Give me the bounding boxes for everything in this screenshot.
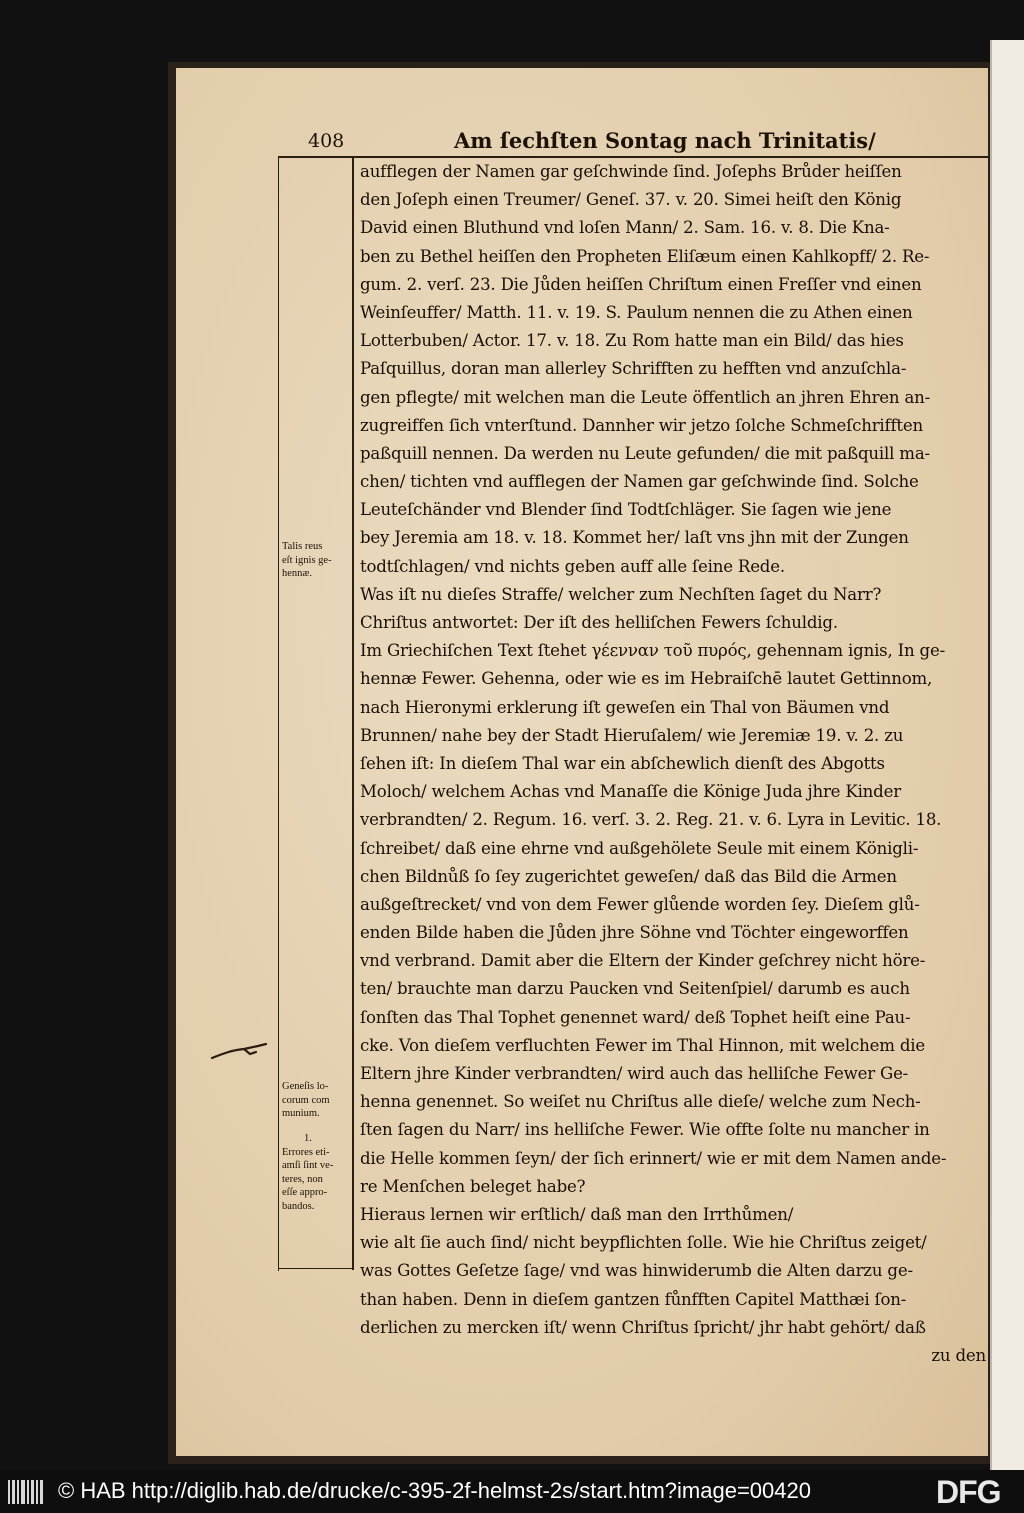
text-line: Brunnen/ nahe bey der Stadt Hieruſalem/ wie Jeremiæ 19. v. 2. zu	[360, 725, 904, 745]
text-line: Leuteſchänder vnd Blender ſind Todtſchläger. Sie ſagen wie jene	[360, 500, 892, 520]
margin-note-line: teres, non	[282, 1173, 323, 1185]
text-line: ben zu Bethel heiſſen den Propheten Eliſæum einen Kahlkopff/ 2. Re-	[360, 246, 930, 266]
text-line: Lotterbuben/ Actor. 17. v. 18. Zu Rom hatte man ein Bild/ das hies	[360, 331, 904, 351]
margin-divider	[352, 156, 354, 1270]
footer-bar	[0, 1470, 1024, 1513]
margin-note-line: Talis reus	[282, 541, 323, 552]
text-line: verbrandten/ 2. Regum. 16. verſ. 3. 2. Reg. 21. v. 6. Lyra in Levitic. 18.	[360, 810, 942, 830]
margin-note-2	[282, 1080, 352, 1121]
margin-note-line: corum com	[282, 1094, 330, 1106]
text-line: Weinſeuffer/ Matth. 11. v. 19. S. Paulum nennen die zu Athen einen	[360, 302, 913, 322]
margin-note-line: bandos.	[282, 1200, 315, 1212]
text-line: den Joſeph einen Treumer/ Geneſ. 37. v. 20. Simei heiſt den König	[360, 190, 902, 210]
margin-note-line: amſi ſint ve-	[282, 1160, 334, 1171]
text-line: hennæ Fewer. Gehenna, oder wie es im Hebraiſchē lautet Gettinnom,	[360, 669, 933, 689]
margin-note-line: munium.	[282, 1108, 320, 1119]
text-line: derlichen zu mercken iſt/ wenn Chriſtus ſpricht/ jhr habt gehört/ daß	[360, 1317, 926, 1337]
text-line: cke. Von dieſem verfluchten Fewer im Thal Hinnon, mit welchem die	[360, 1035, 926, 1055]
margin-note-1	[282, 540, 352, 581]
margin-note-line: eſt ignis ge-	[282, 554, 332, 566]
text-line: ten/ brauchte man darzu Paucken vnd Seitenſpiel/ darumb es auch	[360, 979, 910, 999]
facing-page-edge	[990, 40, 1024, 1470]
text-line: Paſquillus, doran man allerley Schrifften zu hefften vnd anzuſchla-	[360, 359, 907, 379]
text-line: ſchreibet/ daß eine ehrne vnd außgehölete Seule mit einem Königli-	[360, 838, 919, 858]
margin-note-line: Errores eti-	[282, 1146, 330, 1158]
margin-bottom-rule	[278, 1268, 353, 1269]
text-line: außgeſtrecket/ vnd von dem Fewer glůende worden ſey. Dieſem glů-	[360, 894, 920, 914]
text-line: Chriſtus antwortet: Der iſt des helliſchen Fewers ſchuldig.	[360, 613, 838, 632]
page-header	[300, 130, 990, 158]
text-line: paßquill nennen. Da werden nu Leute gefunden/ die mit paßquill ma-	[360, 443, 930, 463]
margin-note-number: 1.	[304, 1133, 312, 1144]
text-line: Hieraus lernen wir erſtlich/ daß man den Irrthůmen/	[360, 1204, 794, 1224]
text-line: chen Bildnůß ſo ſey zugerichtet geweſen/ daß das Bild die Armen	[360, 866, 897, 886]
margin-note-line: hennæ.	[282, 568, 313, 579]
page-number: 408	[308, 130, 345, 152]
margin-note-3	[282, 1132, 352, 1213]
margin-note-line: Geneſis lo-	[282, 1081, 329, 1092]
text-line: aufflegen der Namen gar geſchwinde ſind. Joſephs Brůder heiſſen	[360, 162, 902, 181]
text-line: vnd verbrand. Damit aber die Eltern der Kinder geſchrey nicht höre-	[360, 951, 926, 971]
dfg-logo: DFG	[936, 1474, 1001, 1510]
margin-note-line: eſſe appro-	[282, 1187, 328, 1198]
running-title: Am ſechſten Sontag nach Trinitatis/	[454, 128, 876, 153]
text-line: re Menſchen beleget habe?	[360, 1176, 586, 1196]
barcode-icon	[8, 1480, 46, 1504]
text-line: henna genennet. So weiſet nu Chriſtus alle dieſe/ welche zum Nech-	[360, 1092, 921, 1112]
text-line: gen pflegte/ mit welchen man die Leute öffentlich an jhren Ehren an-	[360, 387, 931, 407]
text-line: was Gottes Geſetze ſage/ vnd was hinwiderumb die Alten darzu ge-	[360, 1261, 913, 1281]
text-line: die Helle kommen ſeyn/ der ſich erinnert/ wie er mit dem Namen ande-	[360, 1148, 947, 1168]
text-line: Was iſt nu dieſes Straffe/ welcher zum Nechſten ſaget du Narr?	[360, 584, 882, 604]
text-line: David einen Bluthund vnd loſen Mann/ 2. Sam. 16. v. 8. Die Kna-	[360, 218, 890, 238]
text-line: bey Jeremia am 18. v. 18. Kommet her/ laſt vns jhn mit der Zungen	[360, 528, 909, 548]
text-line: Im Griechiſchen Text ſtehet γέενναν τοῦ πυρός, gehennam ignis, In ge-	[360, 641, 946, 661]
text-line: than haben. Denn in dieſem gantzen fůnfften Capitel Matthæi ſon-	[360, 1289, 907, 1309]
ink-mark-manicule	[210, 1040, 270, 1062]
text-line: Moloch/ welchem Achas vnd Manaſſe die Könige Juda jhre Kinder	[360, 782, 901, 802]
text-line: wie alt ſie auch ſind/ nicht beypflichten ſolle. Wie hie Chriſtus zeiget/	[360, 1233, 927, 1253]
text-line: Eltern jhre Kinder verbrandten/ wird auch das helliſche Fewer Ge-	[360, 1064, 909, 1083]
body-text	[360, 158, 990, 1370]
catchword: zu den	[931, 1345, 986, 1365]
text-line: enden Bilde haben die Jůden jhre Söhne vnd Töchter eingeworffen	[360, 923, 909, 943]
footer-citation[interactable]: © HAB http://diglib.hab.de/drucke/c-395-2f-helmst-2s/start.htm?image=00420	[58, 1478, 811, 1503]
text-line: zugreiffen ſich vnterſtund. Dannher wir jetzo ſolche Schmeſchrifften	[360, 415, 924, 435]
text-line: chen/ tichten vnd aufflegen der Namen gar geſchwinde ſind. Solche	[360, 472, 919, 492]
text-line: ſten ſagen du Narr/ ins helliſche Fewer. Wie offte ſolte nu mancher in	[360, 1120, 930, 1140]
text-line: ſehen iſt: In dieſem Thal war ein abſchewlich dienſt des Abgotts	[360, 753, 885, 773]
text-line: gum. 2. verſ. 23. Die Jůden heiſſen Chriſtum einen Freſſer vnd einen	[360, 274, 922, 294]
text-line: nach Hieronymi erklerung iſt geweſen ein Thal von Bäumen vnd	[360, 697, 890, 717]
text-line: ſonſten das Thal Tophet genennet ward/ deß Tophet heiſt eine Pau-	[360, 1007, 911, 1027]
text-line: todtſchlagen/ vnd nichts geben auff alle ſeine Rede.	[360, 556, 785, 576]
